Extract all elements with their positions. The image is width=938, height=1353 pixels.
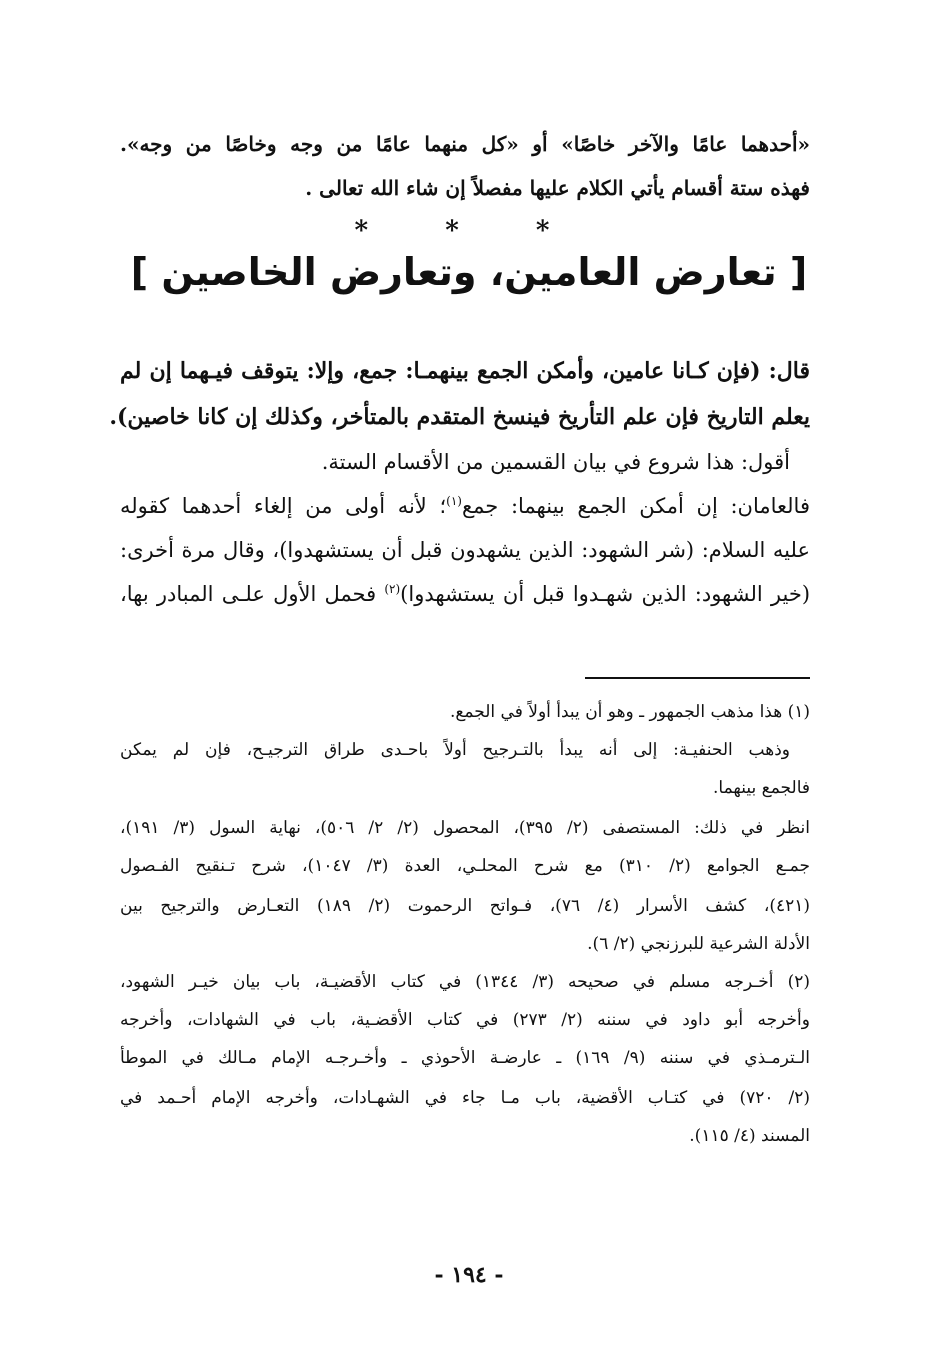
intro-line-1: «أحدهما عامًا والآخر خاصًا» أو «كل منهما عامًا من وجه وخاصًا من وجه». [120,132,810,156]
section-heading: [ تعارض العامين، وتعارض الخاصين ] [130,250,808,294]
footnote-1-line-1: (١) هذا مذهب الجمهور ـ وهو أن يبدأ أولاً في الجمع. [449,702,810,722]
footnote-divider [585,677,810,679]
footnote-2-line-4: (٢/ ٧٢٠) في كتـاب الأقضية، باب مـا جاء في الشهـادات، وأخرجه الإمام أحـمد في [120,1088,810,1108]
footnote-2-line-5: المسند (٤/ ١١٥). [689,1126,810,1146]
footnote-ref-2: (٢) [384,582,401,596]
footnote-1-line-5: جمـع الجوامع (٢/ ٣١٠) مع شرح المحلـي، العدة (٣/ ١٠٤٧)، شرح تـنقيح الفـصول [120,856,810,876]
footnote-1-line-7: الأدلة الشرعية للبرزنجي (٢/ ٦). [587,934,810,954]
intro-line-2: فهذه ستة أقسام يأتي الكلام عليها مفصلاً إن شاء الله تعالى . [305,176,810,200]
commentary-line-1: أقول: هذا شروع في بيان القسمين من الأقسام الستة. [321,450,790,474]
commentary-line-2: فالعامان: إن أمكن الجمع بينهما: جمع$^{(١)}$؛ لأنه أولى من إلغاء أحدهما كقوله [120,494,810,518]
footnote-2-line-2: وأخرجه أبو داود في سننه (٢/ ٢٧٣) في كتاب الأقضـية، باب في الشهادات، وأخرجه [120,1010,810,1030]
quote-line-2: يعلم التاريخ فإن علم التأريخ فينسخ المتقدم بالمتأخر، وكذلك إن كانا خاصين). [109,404,810,430]
footnote-2-line-3: الـترمـذي في سننه (٩/ ١٦٩) ـ عارضـة الأحوذي ـ وأخـرجـه الإمام مـالك في الموطأ [120,1048,810,1068]
footnote-2-line-1: (٢) أخـرجه مسلم في صحيحه (٣/ ١٣٤٤) في كتاب الأقضيـة، باب بيان خيـر الشهود، [120,972,810,992]
section-separator: * * * [354,216,584,246]
commentary-line-4: (خير الشهود: الذين شهـدوا قبل أن يستشهدوا)$^{(٢)}$ فحمل الأول علـى المبادر بها، [120,582,811,606]
footnote-1-line-6: (٤٢١)، كشف الأسرار (٤/ ٧٦)، فـواتح الرحموت (٢/ ١٨٩) التعـارض والترجيح بين [120,896,811,916]
footnote-1-line-4: انظر في ذلك: المستصفى (٢/ ٣٩٥)، المحصول (٢/ ٢/ ٥٠٦)، نهاية السول (٣/ ١٩١)، [120,818,810,838]
footnote-1-line-2: وذهب الحنفيـة: إلى أنه يبدأ بالتـرجيح أولاً باحـدى طراق الترجيـح، فإن لم يمكن [120,740,790,760]
footnote-1-line-3: فالجمع بينهما. [713,778,810,798]
quote-line-1: قال: (فإن كـانا عامين، وأمكن الجمع بينهمـا: جمع، وإلا: يتوقف فيـهما إن لم [120,358,810,384]
commentary-line-3: عليه السلام: (شر الشهود: الذين يشهدون قبل أن يستشهدوا)، وقال مرة أخرى: [120,538,810,562]
page-number: - ١٩٤ - [434,1262,504,1288]
footnote-ref-1: (١) [446,494,462,508]
